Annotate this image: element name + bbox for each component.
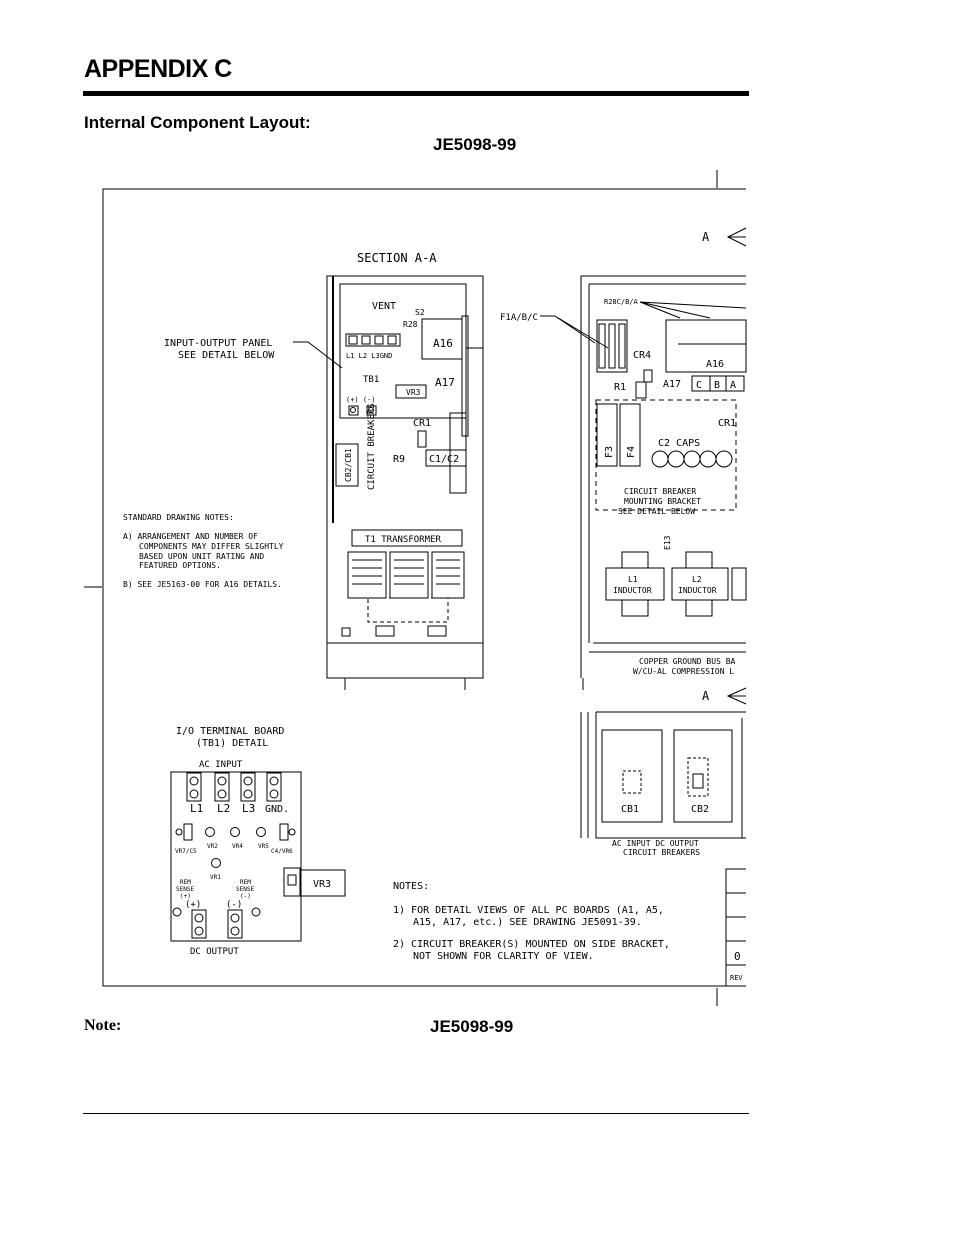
svg-text:C1/C2: C1/C2 <box>429 454 460 465</box>
svg-text:F1A/B/C: F1A/B/C <box>500 313 538 323</box>
svg-text:CB2: CB2 <box>691 804 710 815</box>
svg-text:VR5: VR5 <box>258 843 269 850</box>
svg-text:A16: A16 <box>433 337 453 350</box>
svg-text:L2: L2 <box>692 575 702 584</box>
svg-text:CB1: CB1 <box>621 804 640 815</box>
svg-text:CR1: CR1 <box>413 418 432 429</box>
svg-text:INDUCTOR: INDUCTOR <box>678 586 717 595</box>
svg-text:REM: REM <box>180 879 191 886</box>
section-marker-top: A <box>702 230 710 244</box>
svg-text:STANDARD DRAWING NOTES:: STANDARD DRAWING NOTES: <box>123 513 234 522</box>
svg-text:R28C/B/A: R28C/B/A <box>604 298 638 306</box>
svg-text:VR4: VR4 <box>232 843 243 850</box>
svg-text:AC INPUT DC OUTPUT: AC INPUT DC OUTPUT <box>612 839 699 848</box>
svg-text:SEE DETAIL BELOW: SEE DETAIL BELOW <box>178 350 275 361</box>
drawing-notes <box>393 881 670 962</box>
svg-text:B: B <box>714 380 721 391</box>
svg-text:CR4: CR4 <box>633 350 652 361</box>
svg-text:0: 0 <box>734 950 741 963</box>
svg-text:COMPONENTS MAY DIFFER SLIGHTLY: COMPONENTS MAY DIFFER SLIGHTLY <box>139 542 284 551</box>
svg-text:L3: L3 <box>242 802 256 815</box>
svg-text:C2 CAPS: C2 CAPS <box>658 438 701 449</box>
svg-text:W/CU-AL COMPRESSION L: W/CU-AL COMPRESSION L <box>633 667 735 676</box>
svg-text:F4: F4 <box>626 445 637 458</box>
svg-text:NOT SHOWN FOR CLARITY OF VIEW.: NOT SHOWN FOR CLARITY OF VIEW. <box>413 951 594 962</box>
svg-text:C4/VR6: C4/VR6 <box>271 848 293 855</box>
svg-text:SENSE: SENSE <box>236 886 255 893</box>
svg-text:A16: A16 <box>706 359 725 370</box>
svg-text:I/O TERMINAL BOARD: I/O TERMINAL BOARD <box>176 726 285 737</box>
svg-text:CIRCUIT BREAKERS: CIRCUIT BREAKERS <box>623 848 701 857</box>
note-label: Note: <box>84 1017 122 1034</box>
drawing-number-bottom: JE5098-99 <box>430 1017 514 1036</box>
svg-text:AC INPUT: AC INPUT <box>199 760 243 770</box>
svg-text:REV: REV <box>730 974 743 982</box>
svg-text:VR3: VR3 <box>406 388 421 397</box>
svg-text:A15, A17, etc.) SEE DRAWING JE: A15, A17, etc.) SEE DRAWING JE5091-39. <box>413 917 642 928</box>
svg-text:F3: F3 <box>604 445 615 458</box>
footer-rule <box>83 1113 749 1114</box>
svg-text:INPUT-OUTPUT PANEL: INPUT-OUTPUT PANEL <box>164 338 273 349</box>
section-marker-bottom: A <box>702 689 710 703</box>
svg-text:CB2/CB1: CB2/CB1 <box>344 448 353 482</box>
svg-text:BASED UPON UNIT RATING AND: BASED UPON UNIT RATING AND <box>139 552 265 561</box>
svg-text:A17: A17 <box>435 376 455 389</box>
svg-text:A) ARRANGEMENT AND NUMBER OF: A) ARRANGEMENT AND NUMBER OF <box>123 532 258 541</box>
standard-notes <box>123 513 284 589</box>
title-block <box>726 869 746 986</box>
component-layout-drawing <box>80 168 750 1008</box>
svg-text:VR2: VR2 <box>207 843 218 850</box>
svg-text:CIRCUIT BREAKERS: CIRCUIT BREAKERS <box>367 403 377 490</box>
svg-text:CR1: CR1 <box>718 418 737 429</box>
svg-text:B) SEE JE5163-00 FOR A16 DETAI: B) SEE JE5163-00 FOR A16 DETAILS. <box>123 580 282 589</box>
svg-text:SEE DETAIL BELOW: SEE DETAIL BELOW <box>618 507 696 516</box>
svg-text:T1 TRANSFORMER: T1 TRANSFORMER <box>365 535 441 545</box>
svg-text:2) CIRCUIT BREAKER(S) MOUNTED: 2) CIRCUIT BREAKER(S) MOUNTED ON SIDE BRACKET, <box>393 939 670 950</box>
svg-text:INDUCTOR: INDUCTOR <box>613 586 652 595</box>
svg-text:FEATURED OPTIONS.: FEATURED OPTIONS. <box>139 561 221 570</box>
svg-text:R28: R28 <box>403 320 418 329</box>
svg-text:GND.: GND. <box>265 804 290 815</box>
svg-text:SENSE: SENSE <box>176 886 195 893</box>
title-rule <box>83 91 749 96</box>
section-title: SECTION A-A <box>357 251 437 265</box>
svg-text:E13: E13 <box>663 535 672 550</box>
svg-text:L1 L2 L3GND: L1 L2 L3GND <box>346 352 393 360</box>
svg-text:S2: S2 <box>415 308 425 317</box>
svg-text:L2: L2 <box>217 802 231 815</box>
svg-text:(+) (-): (+) (-) <box>346 396 376 404</box>
svg-text:(+): (+) <box>180 893 191 900</box>
svg-text:L1: L1 <box>628 575 638 584</box>
svg-text:R1: R1 <box>614 382 627 393</box>
svg-text:(+): (+) <box>185 900 202 910</box>
svg-text:(TB1) DETAIL: (TB1) DETAIL <box>196 738 269 749</box>
svg-text:(-): (-) <box>226 900 243 910</box>
svg-text:1) FOR DETAIL VIEWS OF ALL PC: 1) FOR DETAIL VIEWS OF ALL PC BOARDS (A1, A5, <box>393 905 664 916</box>
svg-text:VR3: VR3 <box>313 879 332 890</box>
svg-text:MOUNTING BRACKET: MOUNTING BRACKET <box>624 497 702 506</box>
appendix-title: APPENDIX C <box>84 55 232 83</box>
section-heading: Internal Component Layout: <box>84 113 311 132</box>
svg-text:REM: REM <box>240 879 251 886</box>
svg-text:R9: R9 <box>393 454 406 465</box>
drawing-number-top: JE5098-99 <box>433 135 517 154</box>
svg-text:CIRCUIT BREAKER: CIRCUIT BREAKER <box>624 487 697 496</box>
svg-text:VR7/C5: VR7/C5 <box>175 848 197 855</box>
svg-text:VENT: VENT <box>372 301 397 312</box>
svg-text:COPPER GROUND BUS BA: COPPER GROUND BUS BA <box>639 657 736 666</box>
svg-text:TB1: TB1 <box>363 375 380 385</box>
svg-text:C: C <box>696 380 703 391</box>
svg-text:A17: A17 <box>663 379 682 390</box>
svg-text:NOTES:: NOTES: <box>393 881 430 892</box>
svg-text:A: A <box>730 380 737 391</box>
svg-text:L1: L1 <box>190 802 204 815</box>
svg-text:(-): (-) <box>240 893 251 900</box>
svg-text:DC OUTPUT: DC OUTPUT <box>190 947 239 957</box>
svg-text:VR1: VR1 <box>210 874 221 881</box>
